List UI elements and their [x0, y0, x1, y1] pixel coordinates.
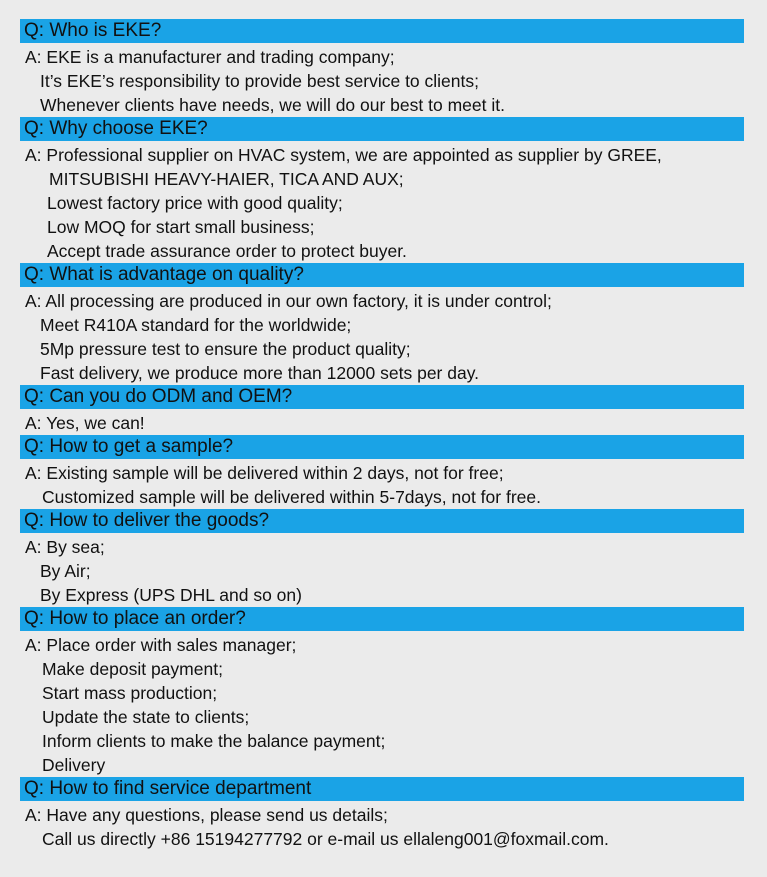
faq-item-why-choose-eke — [20, 117, 744, 263]
faq-answer — [20, 143, 744, 263]
faq-question: Q: Why choose EKE? — [20, 117, 744, 141]
faq-answer — [20, 411, 744, 435]
faq-item-place-order — [20, 607, 744, 777]
faq-answer — [20, 289, 744, 385]
answer-line: Make deposit payment; — [42, 659, 223, 679]
answer-line: Meet R410A standard for the worldwide; — [40, 315, 352, 335]
answer-line: A: By sea; — [25, 537, 105, 557]
faq-item-odm-oem — [20, 385, 744, 435]
answer-line: By Express (UPS DHL and so on) — [40, 585, 302, 605]
faq-answer — [20, 535, 744, 607]
faq-question: Q: How to place an order? — [20, 607, 744, 631]
answer-line: A: EKE is a manufacturer and trading company; — [25, 47, 395, 67]
faq-question: Q: How to deliver the goods? — [20, 509, 744, 533]
answer-line: Lowest factory price with good quality; — [47, 193, 343, 213]
faq-answer — [20, 45, 744, 117]
answer-line: Update the state to clients; — [42, 707, 250, 727]
answer-line: A: Have any questions, please send us details; — [25, 805, 388, 825]
faq-item-who-is-eke — [20, 19, 744, 117]
answer-line: Call us directly +86 15194277792 or e-mail us ellaleng001@foxmail.com. — [42, 829, 609, 849]
answer-line: Low MOQ for start small business; — [47, 217, 315, 237]
faq-answer — [20, 803, 744, 851]
faq-item-service-department — [20, 777, 744, 851]
answer-line: A: Place order with sales manager; — [25, 635, 297, 655]
answer-line: Accept trade assurance order to protect buyer. — [47, 241, 407, 261]
faq-answer — [20, 461, 744, 509]
answer-line: A: Existing sample will be delivered within 2 days, not for free; — [25, 463, 504, 483]
faq-question: Q: Who is EKE? — [20, 19, 744, 43]
faq-question: Q: How to find service department — [20, 777, 744, 801]
answer-line: It’s EKE’s responsibility to provide best service to clients; — [40, 71, 479, 91]
faq-question: Q: How to get a sample? — [20, 435, 744, 459]
answer-line: A: Professional supplier on HVAC system, we are appointed as supplier by GREE, — [25, 145, 662, 165]
answer-line: Delivery — [42, 755, 106, 775]
answer-line: A: Yes, we can! — [25, 413, 145, 433]
answer-line: Start mass production; — [42, 683, 218, 703]
answer-line: Whenever clients have needs, we will do our best to meet it. — [40, 95, 505, 115]
answer-line: Fast delivery, we produce more than 12000 sets per day. — [40, 363, 480, 383]
answer-line: Customized sample will be delivered within 5-7days, not for free. — [42, 487, 541, 507]
answer-line: A: All processing are produced in our own factory, it is under control; — [25, 291, 552, 311]
faq-question: Q: What is advantage on quality? — [20, 263, 744, 287]
faq-question: Q: Can you do ODM and OEM? — [20, 385, 744, 409]
faq-answer — [20, 633, 744, 777]
faq-item-sample — [20, 435, 744, 509]
faq-item-delivery — [20, 509, 744, 607]
answer-line: 5Mp pressure test to ensure the product quality; — [40, 339, 411, 359]
faq-list — [20, 19, 744, 851]
answer-line: By Air; — [40, 561, 91, 581]
faq-item-quality-advantage — [20, 263, 744, 385]
answer-line: Inform clients to make the balance payment; — [42, 731, 386, 751]
answer-line: MITSUBISHI HEAVY-HAIER, TICA AND AUX; — [49, 169, 404, 189]
